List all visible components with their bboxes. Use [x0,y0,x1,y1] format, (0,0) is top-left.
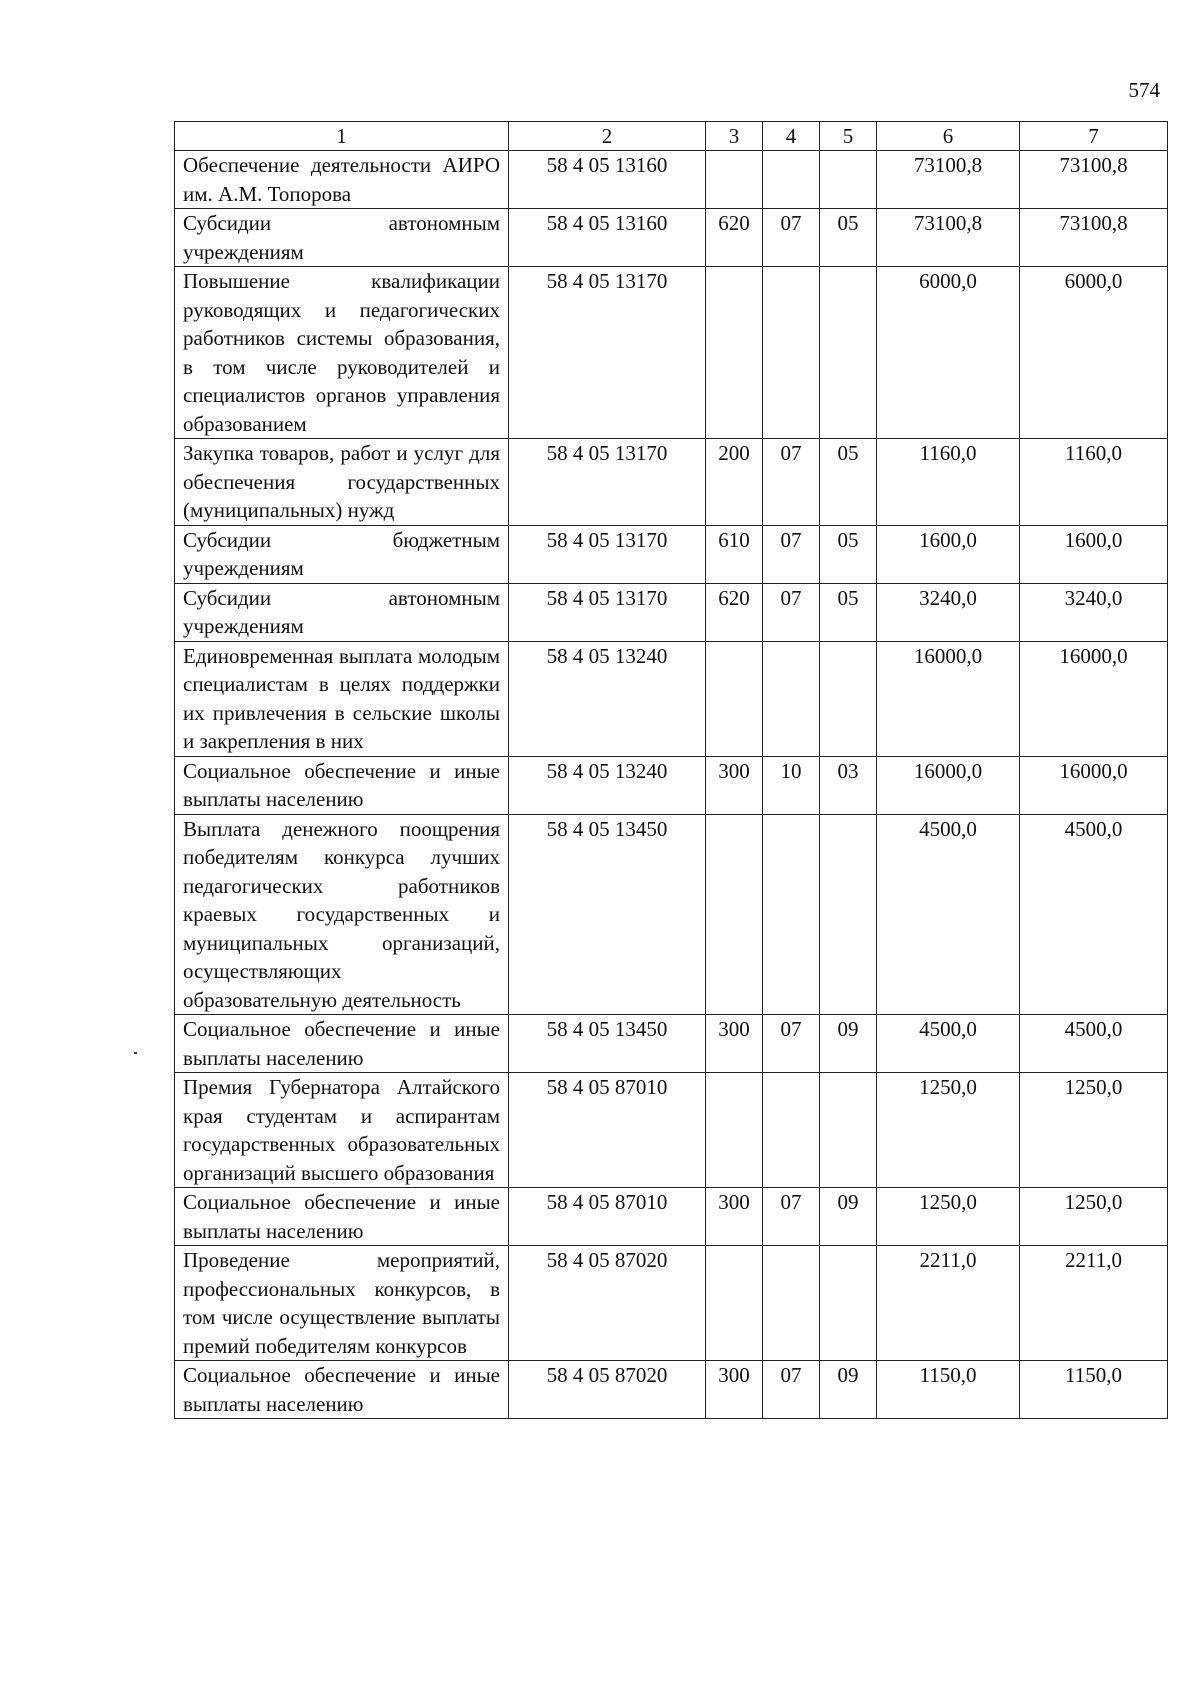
amount-col6: 73100,8 [877,209,1020,267]
amount-col6: 1150,0 [877,1361,1020,1419]
table-row [175,209,1168,267]
target-code: 58 4 05 87020 [509,1361,706,1419]
section: 07 [763,583,820,641]
amount-col7: 1160,0 [1020,439,1168,526]
amount-col7: 16000,0 [1020,641,1168,756]
amount-col6: 3240,0 [877,583,1020,641]
table-row [175,151,1168,209]
amount-col6: 2211,0 [877,1246,1020,1361]
table-row [175,439,1168,526]
expense-type: 300 [706,756,763,814]
subsection [820,151,877,209]
column-header: 2 [509,122,706,151]
subsection: 03 [820,756,877,814]
row-name: Закупка товаров, работ и услуг для обеспечения государственных (муниципальных) нужд [175,439,509,526]
table-body [175,151,1168,1419]
target-code: 58 4 05 87020 [509,1246,706,1361]
subsection [820,641,877,756]
subsection: 09 [820,1361,877,1419]
table-row [175,641,1168,756]
subsection [820,1246,877,1361]
amount-col6: 4500,0 [877,1015,1020,1073]
section: 10 [763,756,820,814]
subsection: 09 [820,1015,877,1073]
subsection: 05 [820,583,877,641]
target-code: 58 4 05 13240 [509,756,706,814]
target-code: 58 4 05 87010 [509,1073,706,1188]
amount-col6: 1250,0 [877,1188,1020,1246]
target-code: 58 4 05 13240 [509,641,706,756]
table-row [175,1015,1168,1073]
table-row [175,525,1168,583]
table-row [175,1188,1168,1246]
expense-type [706,1073,763,1188]
amount-col7: 1250,0 [1020,1188,1168,1246]
subsection: 05 [820,439,877,526]
expense-type [706,814,763,1015]
row-name: Социальное обеспечение и иные выплаты населению [175,1188,509,1246]
table-row [175,1246,1168,1361]
row-name: Повышение квалификации руководящих и педагогических работников системы образования, в том числе руководителей и специалистов органов управления образованием [175,267,509,439]
scan-speck [134,1052,137,1054]
expense-type [706,151,763,209]
budget-table [174,121,1168,1419]
subsection: 05 [820,209,877,267]
expense-type: 610 [706,525,763,583]
target-code: 58 4 05 13170 [509,267,706,439]
amount-col6: 16000,0 [877,641,1020,756]
amount-col6: 4500,0 [877,814,1020,1015]
table-row [175,267,1168,439]
row-name: Проведение мероприятий, профессиональных конкурсов, в том числе осуществление выплаты премий победителям конкурсов [175,1246,509,1361]
section [763,1073,820,1188]
row-name: Единовременная выплата молодым специалистам в целях поддержки их привлечения в сельские школы и закрепления в них [175,641,509,756]
row-name: Социальное обеспечение и иные выплаты населению [175,756,509,814]
subsection: 05 [820,525,877,583]
amount-col7: 6000,0 [1020,267,1168,439]
target-code: 58 4 05 13450 [509,1015,706,1073]
amount-col7: 1250,0 [1020,1073,1168,1188]
row-name: Социальное обеспечение и иные выплаты населению [175,1015,509,1073]
row-name: Обеспечение деятельности АИРО им. А.М. Топорова [175,151,509,209]
subsection [820,267,877,439]
section: 07 [763,439,820,526]
expense-type [706,267,763,439]
table-row [175,756,1168,814]
amount-col6: 73100,8 [877,151,1020,209]
section: 07 [763,1015,820,1073]
column-header: 5 [820,122,877,151]
expense-type: 300 [706,1015,763,1073]
amount-col6: 6000,0 [877,267,1020,439]
amount-col6: 16000,0 [877,756,1020,814]
section [763,641,820,756]
subsection [820,814,877,1015]
section: 07 [763,525,820,583]
target-code: 58 4 05 13160 [509,151,706,209]
amount-col7: 73100,8 [1020,209,1168,267]
amount-col6: 1160,0 [877,439,1020,526]
expense-type: 620 [706,583,763,641]
expense-type [706,1246,763,1361]
expense-type: 200 [706,439,763,526]
table-row [175,1073,1168,1188]
row-name: Социальное обеспечение и иные выплаты населению [175,1361,509,1419]
target-code: 58 4 05 13450 [509,814,706,1015]
table-row [175,814,1168,1015]
amount-col7: 3240,0 [1020,583,1168,641]
target-code: 58 4 05 87010 [509,1188,706,1246]
table-row [175,583,1168,641]
column-header: 1 [175,122,509,151]
amount-col7: 4500,0 [1020,1015,1168,1073]
section [763,1246,820,1361]
target-code: 58 4 05 13170 [509,583,706,641]
column-header: 4 [763,122,820,151]
target-code: 58 4 05 13160 [509,209,706,267]
amount-col7: 73100,8 [1020,151,1168,209]
amount-col7: 1150,0 [1020,1361,1168,1419]
column-header: 7 [1020,122,1168,151]
header-row [175,122,1168,151]
amount-col6: 1600,0 [877,525,1020,583]
expense-type [706,641,763,756]
amount-col7: 4500,0 [1020,814,1168,1015]
section [763,267,820,439]
row-name: Субсидии автономным учреждениям [175,209,509,267]
amount-col7: 16000,0 [1020,756,1168,814]
subsection [820,1073,877,1188]
amount-col7: 2211,0 [1020,1246,1168,1361]
table-row [175,1361,1168,1419]
target-code: 58 4 05 13170 [509,439,706,526]
amount-col7: 1600,0 [1020,525,1168,583]
subsection: 09 [820,1188,877,1246]
expense-type: 620 [706,209,763,267]
section [763,151,820,209]
section: 07 [763,1188,820,1246]
column-header: 6 [877,122,1020,151]
row-name: Субсидии бюджетным учреждениям [175,525,509,583]
amount-col6: 1250,0 [877,1073,1020,1188]
row-name: Выплата денежного поощрения победителям конкурса лучших педагогических работников краевых государственных и муниципальных организаций, осуществляющих образовательную деятельность [175,814,509,1015]
expense-type: 300 [706,1188,763,1246]
section: 07 [763,1361,820,1419]
section [763,814,820,1015]
target-code: 58 4 05 13170 [509,525,706,583]
row-name: Премия Губернатора Алтайского края студентам и аспирантам государственных образовательных организаций высшего образования [175,1073,509,1188]
row-name: Субсидии автономным учреждениям [175,583,509,641]
page-number: 574 [1128,78,1160,102]
expense-type: 300 [706,1361,763,1419]
column-header: 3 [706,122,763,151]
section: 07 [763,209,820,267]
